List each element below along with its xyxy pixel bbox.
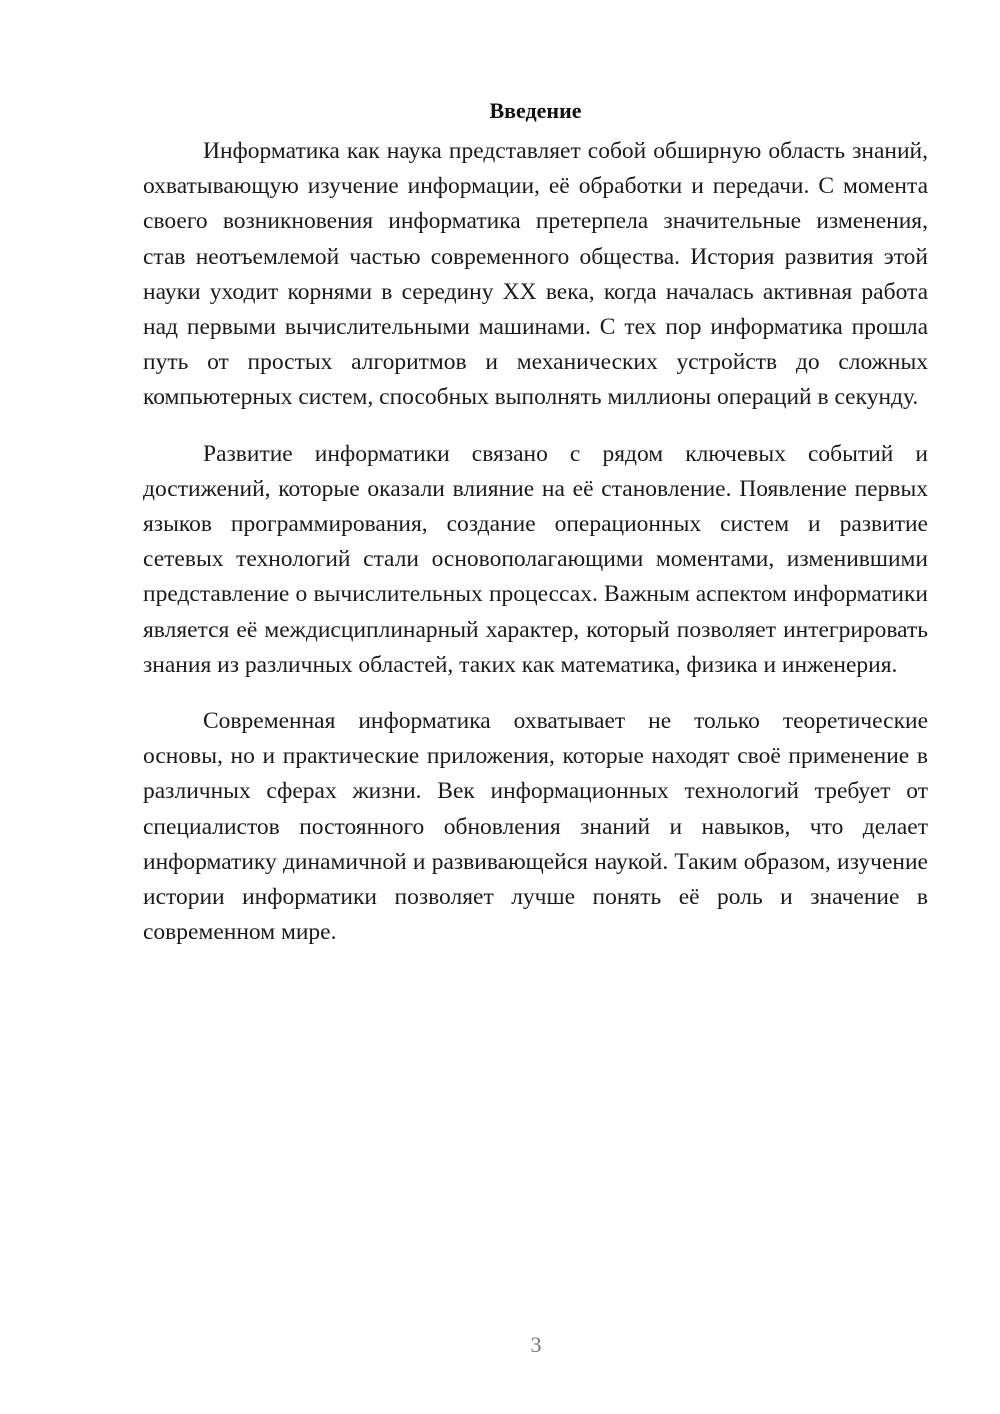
- paragraph-2: Развитие информатики связано с рядом ключевых событий и достижений, которые оказали влияние на её становление. Появление первых языков программирования, создание операционных систем и развитие сетевых технологий стали основополагающими моментами, изменившими представление о вычислительных процессах. Важным аспектом информатики является её междисциплинарный характер, который позволяет интегрировать знания из различных областей, таких как математика, физика и инженерия.: [143, 440, 928, 678]
- paragraph-1: Информатика как наука представляет собой обширную область знаний, охватывающую изучение информации, её обработки и передачи. С момента своего возникновения информатика претерпела значительные изменения, став неотъемлемой частью современного общества. История развития этой науки уходит корнями в середину XX века, когда началась активная работа над первыми вычислительными машинами. С тех пор информатика прошла путь от простых алгоритмов и механических устройств до сложных компьютерных систем, способных выполнять миллионы операций в секунду.: [143, 138, 928, 411]
- paragraph-3: Современная информатика охватывает не только теоретические основы, но и практические приложения, которые находят своё применение в различных сферах жизни. Век информационных технологий требует от специалистов постоянного обновления знаний и навыков, что делает информатику динамичной и развивающейся наукой. Таким образом, изучение истории информатики позволяет лучше понять её роль и значение в современном мире.: [143, 708, 928, 946]
- page-heading: Введение: [489, 98, 582, 123]
- page-number: 3: [530, 1332, 542, 1357]
- page-content: [143, 94, 928, 971]
